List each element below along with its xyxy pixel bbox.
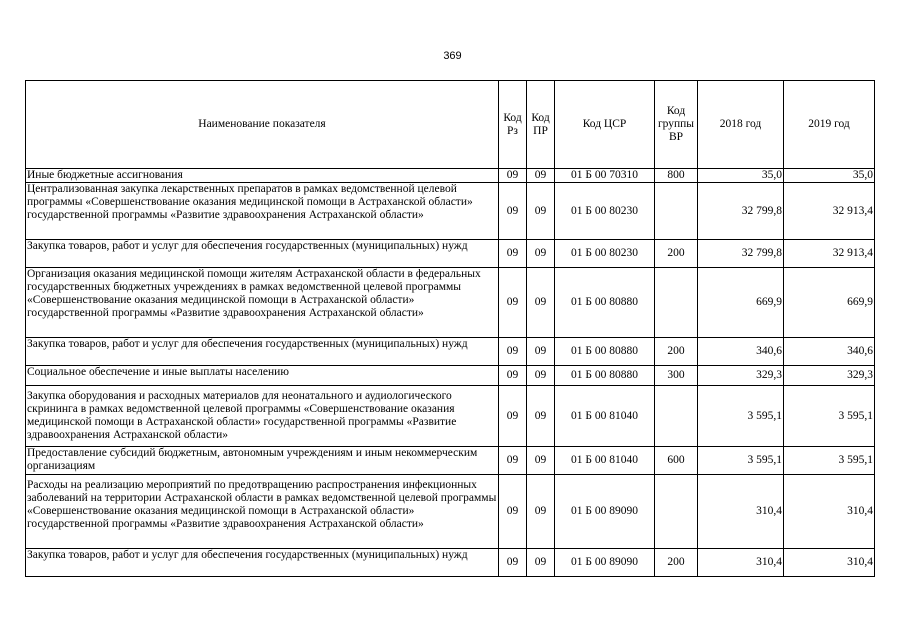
table-row [26, 183, 875, 240]
row-2018: 35,0 [698, 169, 784, 183]
row-csr: 01 Б 00 89090 [555, 549, 655, 577]
row-vr: 300 [655, 366, 698, 386]
budget-table [25, 80, 875, 577]
row-2019: 32 913,4 [784, 240, 875, 268]
header-2019: 2019 год [784, 81, 875, 169]
row-rz: 09 [499, 169, 527, 183]
row-2018: 329,3 [698, 366, 784, 386]
row-2018: 669,9 [698, 268, 784, 338]
row-2019: 669,9 [784, 268, 875, 338]
row-pr: 09 [527, 169, 555, 183]
row-rz: 09 [499, 549, 527, 577]
row-pr: 09 [527, 240, 555, 268]
row-2019: 3 595,1 [784, 386, 875, 447]
row-rz: 09 [499, 386, 527, 447]
row-csr: 01 Б 00 81040 [555, 447, 655, 475]
row-vr: 200 [655, 338, 698, 366]
row-csr: 01 Б 00 80880 [555, 338, 655, 366]
row-rz: 09 [499, 447, 527, 475]
row-csr: 01 Б 00 80230 [555, 240, 655, 268]
row-2019: 340,6 [784, 338, 875, 366]
row-name: Иные бюджетные ассигнования [26, 169, 499, 183]
table-row [26, 240, 875, 268]
row-rz: 09 [499, 240, 527, 268]
table-row [26, 366, 875, 386]
table-row [26, 386, 875, 447]
row-vr [655, 386, 698, 447]
row-name: Закупка товаров, работ и услуг для обеспечения государственных (муниципальных) нужд [26, 240, 499, 268]
header-vr: Код группы ВР [655, 81, 698, 169]
row-2019: 35,0 [784, 169, 875, 183]
table-row [26, 475, 875, 549]
row-vr: 600 [655, 447, 698, 475]
row-2018: 3 595,1 [698, 386, 784, 447]
header-csr: Код ЦСР [555, 81, 655, 169]
row-2019: 3 595,1 [784, 447, 875, 475]
row-csr: 01 Б 00 81040 [555, 386, 655, 447]
header-rz: Код Рз [499, 81, 527, 169]
row-rz: 09 [499, 338, 527, 366]
header-pr: Код ПР [527, 81, 555, 169]
row-rz: 09 [499, 183, 527, 240]
row-2018: 340,6 [698, 338, 784, 366]
row-name: Закупка товаров, работ и услуг для обеспечения государственных (муниципальных) нужд [26, 338, 499, 366]
row-2019: 310,4 [784, 475, 875, 549]
row-name: Расходы на реализацию мероприятий по предотвращению распространения инфекционных заболеваний на территории Астраханской области в рамках ведомственной целевой программы «Совершенствование оказания медицинской помощи в Астраханской области» государственной программы «Развитие здравоохранения Астраханской области» [26, 475, 499, 549]
table-row [26, 447, 875, 475]
row-name: Организация оказания медицинской помощи жителям Астраханской области в федеральных государственных бюджетных учреждениях в рамках ведомственной целевой программы «Совершенствование оказания медицинской помощи в Астраханской области» государственной программы «Развитие здравоохранения Астраханской области» [26, 268, 499, 338]
header-2018: 2018 год [698, 81, 784, 169]
table-row [26, 268, 875, 338]
row-csr: 01 Б 00 80880 [555, 268, 655, 338]
row-pr: 09 [527, 268, 555, 338]
row-pr: 09 [527, 386, 555, 447]
row-name: Закупка товаров, работ и услуг для обеспечения государственных (муниципальных) нужд [26, 549, 499, 577]
row-csr: 01 Б 00 70310 [555, 169, 655, 183]
row-pr: 09 [527, 338, 555, 366]
row-2018: 310,4 [698, 475, 784, 549]
row-2018: 310,4 [698, 549, 784, 577]
row-name: Централизованная закупка лекарственных препаратов в рамках ведомственной целевой программы «Совершенствование оказания медицинской помощи в Астраханской области» государственной программы «Развитие здравоохранения Астраханской области» [26, 183, 499, 240]
row-vr: 200 [655, 549, 698, 577]
row-csr: 01 Б 00 89090 [555, 475, 655, 549]
row-2019: 32 913,4 [784, 183, 875, 240]
row-vr [655, 183, 698, 240]
row-name: Социальное обеспечение и иные выплаты населению [26, 366, 499, 386]
row-2019: 310,4 [784, 549, 875, 577]
row-pr: 09 [527, 475, 555, 549]
row-name: Предоставление субсидий бюджетным, автономным учреждениям и иным некоммерческим организациям [26, 447, 499, 475]
table-header-row [26, 81, 875, 169]
row-2018: 32 799,8 [698, 240, 784, 268]
table-row [26, 549, 875, 577]
row-vr [655, 268, 698, 338]
row-name: Закупка оборудования и расходных материалов для неонатального и аудиологического скрининга в рамках ведомственной целевой программы «Совершенствование оказания медицинской помощи в Астраханской области» государственной программы «Развитие здравоохранения Астраханской области» [26, 386, 499, 447]
header-name: Наименование показателя [26, 81, 499, 169]
row-rz: 09 [499, 475, 527, 549]
row-rz: 09 [499, 366, 527, 386]
row-2019: 329,3 [784, 366, 875, 386]
row-2018: 32 799,8 [698, 183, 784, 240]
table-row [26, 338, 875, 366]
row-rz: 09 [499, 268, 527, 338]
row-csr: 01 Б 00 80880 [555, 366, 655, 386]
page-number: 369 [443, 50, 462, 62]
table-row [26, 169, 875, 183]
row-pr: 09 [527, 447, 555, 475]
row-pr: 09 [527, 183, 555, 240]
row-pr: 09 [527, 549, 555, 577]
row-vr: 800 [655, 169, 698, 183]
row-vr [655, 475, 698, 549]
row-pr: 09 [527, 366, 555, 386]
row-csr: 01 Б 00 80230 [555, 183, 655, 240]
row-2018: 3 595,1 [698, 447, 784, 475]
row-vr: 200 [655, 240, 698, 268]
